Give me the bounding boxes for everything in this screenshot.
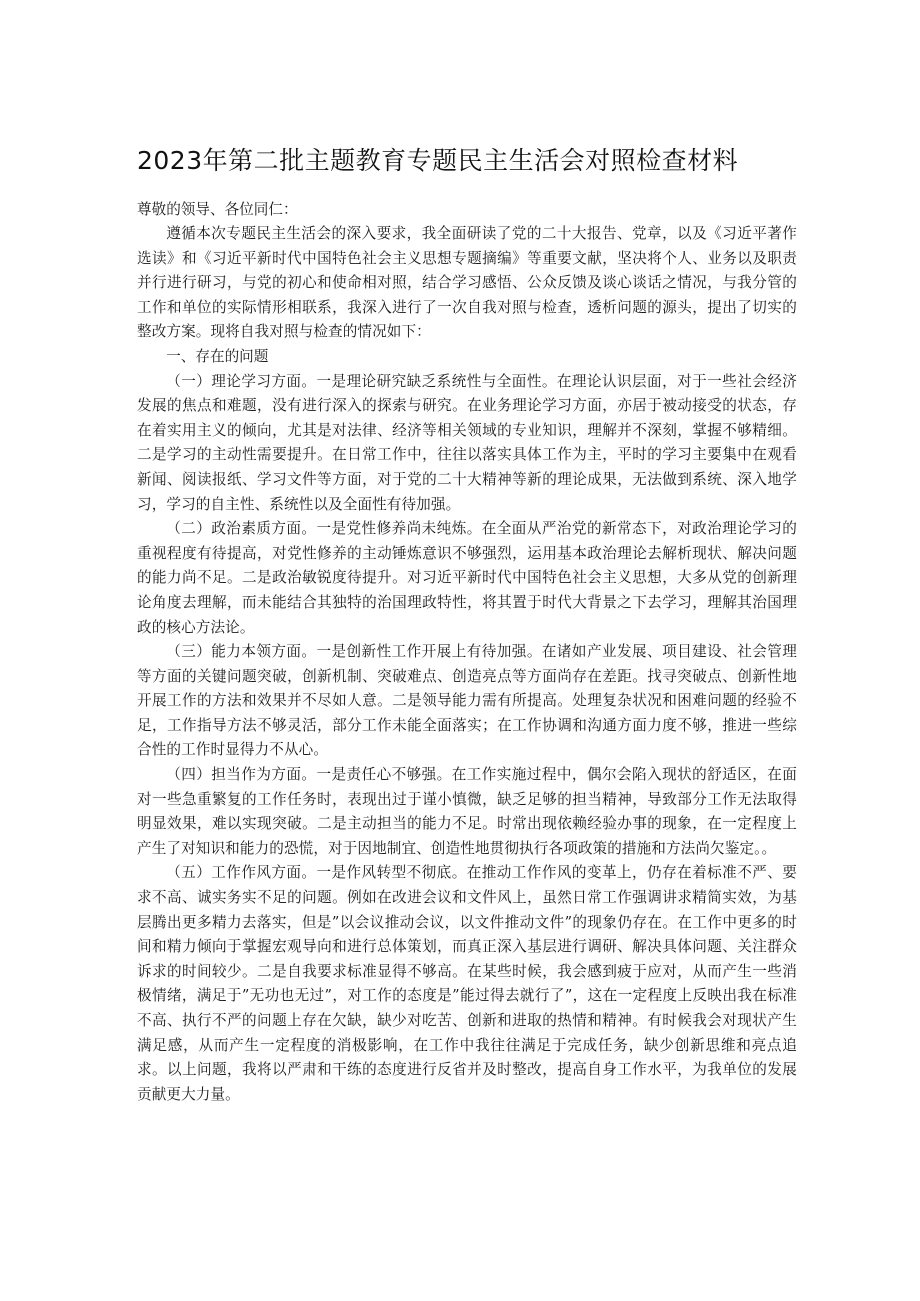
salutation: 尊敬的领导、各位同仁： [137, 201, 298, 218]
paragraph-responsibility: （四）担当作为方面。一是责任心不够强。在工作实施过程中，偶尔会陷入现状的舒适区，在面对一些急重繁复的工作任务时，表现出过于谨小慎微，缺乏足够的担当精神，导致部分工作无法取得明显效果，难以实现突破。二是主动担当的能力不足。时常出现依赖经验办事的现象，在一定程度上产生了对知识和能力的恐慌，对于因地制宜、创造性地贯彻执行各项政策的措施和方法尚欠鉴定。。 [137, 766, 797, 857]
intro-paragraph: 遵循本次专题民主生活会的深入要求，我全面研读了党的二十大报告、党章，以及《习近平著作选读》和《习近平新时代中国特色社会主义思想专题摘编》等重要文献，坚决将个人、业务以及职责并行进行研习，与党的初心和使命相对照，结合学习感悟、公众反馈及谈心谈话之情况，与我分管的工作和单位的实际情形相联系，我深入进行了一次自我对照与检查，透析问题的源头，提出了切实的整改方案。现将自我对照与检查的情况如下： [137, 225, 797, 341]
paragraph-theory-study: （一）理论学习方面。一是理论研究缺乏系统性与全面性。在理论认识层面，对于一些社会经济发展的焦点和难题，没有进行深入的探索与研究。在业务理论学习方面，亦居于被动接受的状态，存在着实用主义的倾向，尤其是对法律、经济等相关领域的专业知识，理解并不深刻，掌握不够精细。二是学习的主动性需要提升。在日常工作中，往往以落实具体工作为主，平时的学习主要集中在观看新闻、阅读报纸、学习文件等方面，对于党的二十大精神等新的理论成果，无法做到系统、深入地学习，学习的自主性、系统性以及全面性有待加强。 [137, 372, 797, 513]
paragraph-work-style: （五）工作作风方面。一是作风转型不彻底。在推动工作作风的变革上，仍存在着标准不严、要求不高、诚实务实不足的问题。例如在改进会议和文件风上，虽然日常工作强调讲求精简实效，为基层腾出更多精力去落实，但是”以会议推动会议，以文件推动文件”的现象仍存在。在工作中更多的时间和精力倾向于掌握宏观导向和进行总体策划，而真正深入基层进行调研、解决具体问题、关注群众诉求的时间较少。二是自我要求标准显得不够高。在某些时候，我会感到疲于应对，从而产生一些消极情绪，满足于”无功也无过”，对工作的态度是”能过得去就行了”，这在一定程度上反映出我在标准不高、执行不严的问题上存在欠缺，缺少对吃苦、创新和进取的热情和精神。有时候我会对现状产生满足感，从而产生一定程度的消极影响，在工作中我往往满足于完成任务，缺少创新思维和亮点追求。以上问题，我将以严肃和干练的态度进行反省并及时整改，提高自身工作水平，为我单位的发展贡献更大力量。 [137, 864, 797, 1103]
section-heading: 一、存在的问题 [166, 347, 269, 365]
paragraph-ability: （三）能力本领方面。一是创新性工作开展上有待加强。在诸如产业发展、项目建设、社会管理等方面的关键问题突破，创新机制、突破难点、创造亮点等方面尚存在差距。找寻突破点、创新性地开展工作的方法和效果并不尽如人意。二是领导能力需有所提高。处理复杂状况和困难问题的经验不足，工作指导方法不够灵活，部分工作未能全面落实；在工作协调和沟通方面力度不够，推进一些综合性的工作时显得力不从心。 [137, 643, 797, 759]
document-title: 2023年第二批主题教育专题民主生活会对照检查材料 [137, 146, 739, 175]
document-page [137, 138, 797, 1107]
paragraph-political-quality: （二）政治素质方面。一是党性修养尚未纯炼。在全面从严治党的新常态下，对政治理论学习的重视程度有待提高，对党性修养的主动锤炼意识不够强烈，运用基本政治理论去解析现状、解决问题的能力尚不足。二是政治敏锐度待提升。对习近平新时代中国特色社会主义思想，大多从党的创新理论角度去理解，而未能结合其独特的治国理政特性，将其置于时代大背景之下去学习，理解其治国理政的核心方法论。 [137, 520, 797, 636]
